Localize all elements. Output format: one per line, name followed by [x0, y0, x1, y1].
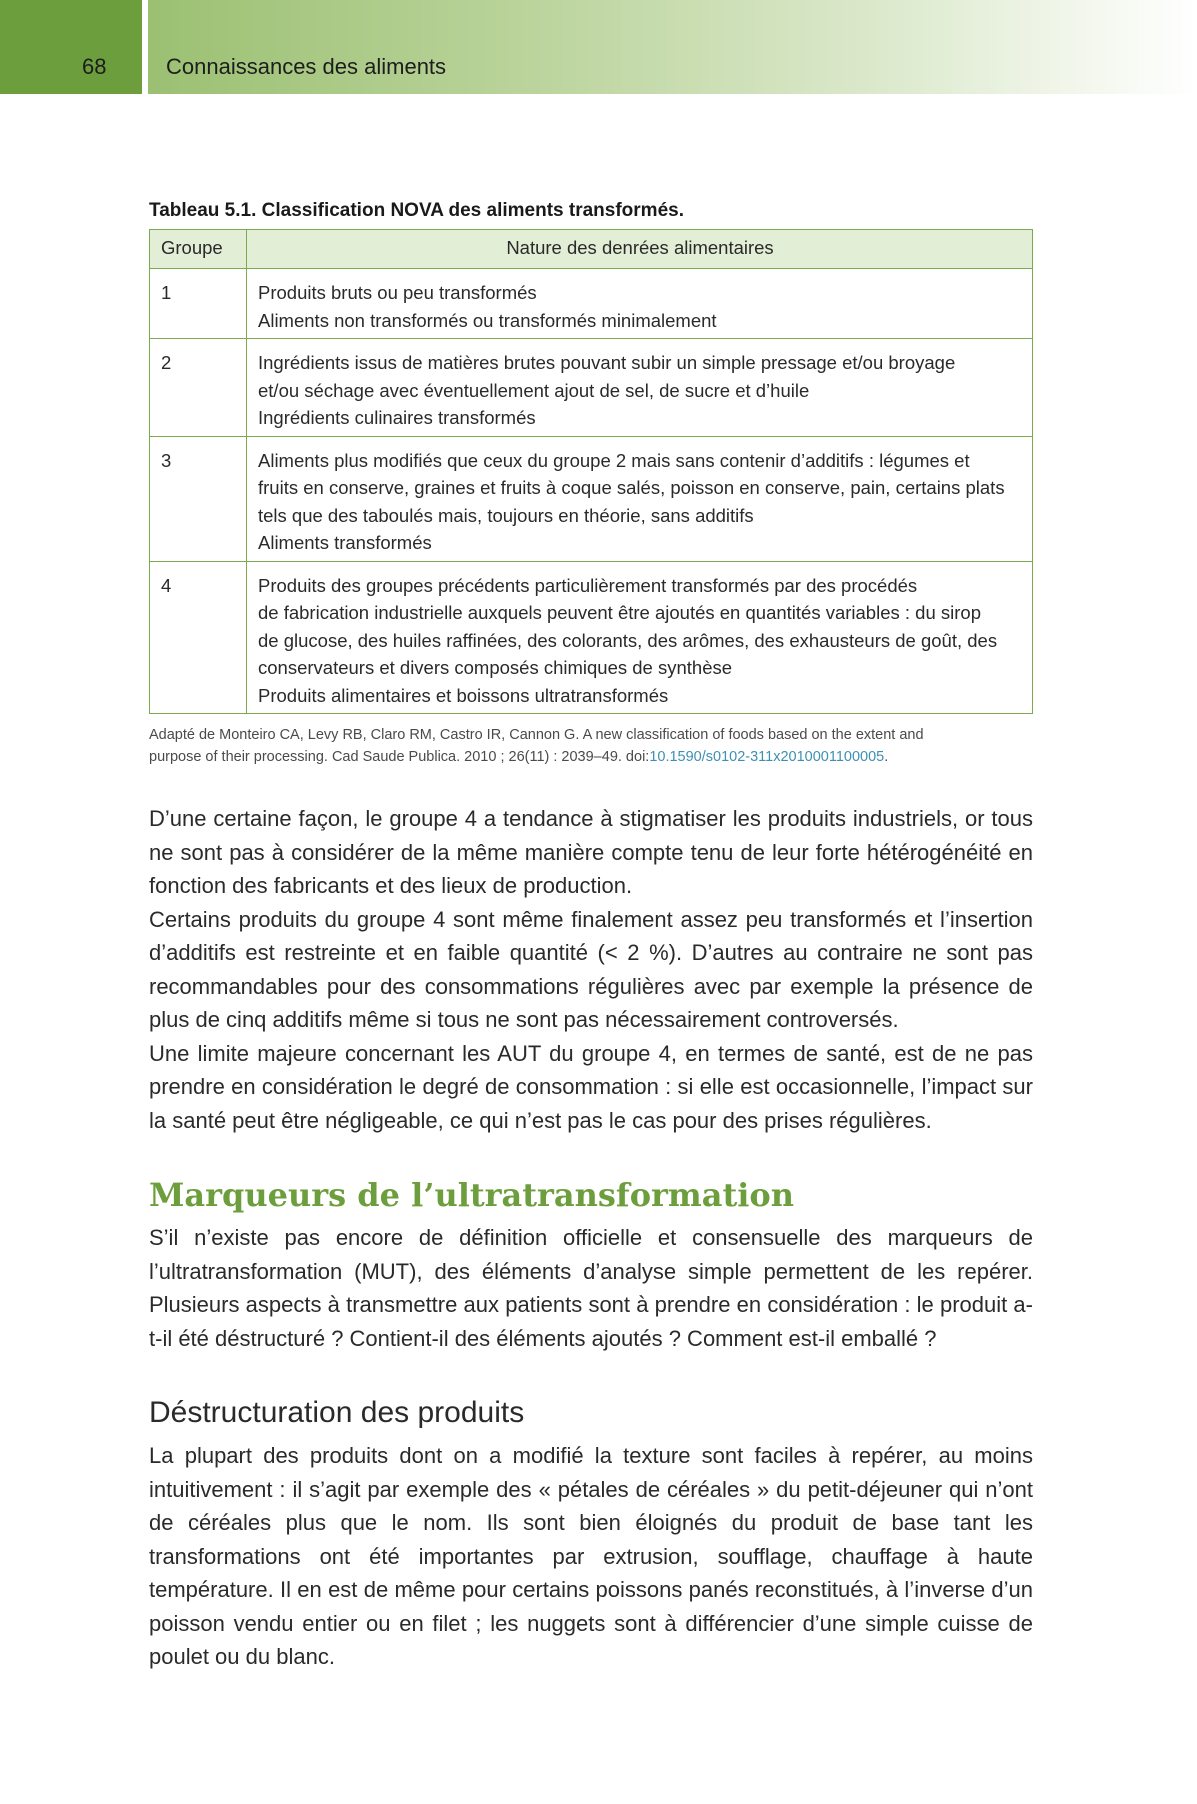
table-row [150, 561, 1033, 714]
section-heading: Marqueurs de l’ultratransformation [149, 1176, 795, 1214]
table-row [150, 436, 1033, 561]
group-cell: 2 [150, 339, 247, 437]
table-caption: Tableau 5.1. Classification NOVA des aliments transformés. [149, 200, 684, 221]
nova-classification-table [149, 229, 1033, 714]
intro-paragraphs [149, 802, 1033, 1137]
nature-line: fruits en conserve, graines et fruits à coque salés, poisson en conserve, pain, certains plats [258, 477, 1005, 498]
nature-line: tels que des taboulés mais, toujours en théorie, sans additifs [258, 504, 754, 526]
nature-line: Produits des groupes précédents particulièrement transformés par des procédés [258, 574, 918, 596]
table-source-note [149, 724, 1033, 768]
nature-line: de glucose, des huiles raffinées, des colorants, des arômes, des exhausteurs de goût, des [258, 629, 998, 651]
page-number-block [0, 0, 142, 94]
nature-line: Aliments plus modifiés que ceux du groupe 2 mais sans contenir d’additifs : légumes et [258, 449, 970, 471]
source-line: purpose of their processing. Cad Saude Publica. 2010 ; 26(11) : 2039–49. doi: [149, 749, 650, 765]
nature-line: Produits bruts ou peu transformés [258, 282, 537, 303]
page-header [0, 0, 1197, 94]
subsection-paragraph: La plupart des produits dont on a modifié la texture sont faciles à repérer, au moins intuitivement : il s’agit par exemple des « pétales de céréales » du petit-déjeuner qui n’ont de céréales plus que le nom. Ils sont bien éloignés du produit de base tant les transformations ont été importantes par extrusion, soufflage, chauffage à haute température. Il en est de même pour certains poissons panés reconstitués, à l’inverse d’un poisson vendu entier ou en filet ; les nuggets sont à différencier d’une simple cuisse de poulet ou du blanc. [149, 1443, 1033, 1669]
section-paragraph: S’il n’existe pas encore de définition officielle et consensuelle des marqueurs de l’ultratransformation (MUT), des éléments d’analyse simple permettent de les repérer. Plusieurs aspects à transmettre aux patients sont à prendre en considération : le produit a-t-il été déstructuré ? Contient-il des éléments ajoutés ? Comment est-il emballé ? [149, 1225, 1033, 1351]
group-cell: 4 [150, 561, 247, 714]
nature-cell [247, 339, 1033, 437]
source-line: Adapté de Monteiro CA, Levy RB, Claro RM, Castro IR, Cannon G. A new classification of foods based on the extent and [149, 727, 924, 743]
table-row [150, 269, 1033, 339]
nature-line: conservateurs et divers composés chimiques de synthèse [258, 657, 733, 678]
nature-line: Produits alimentaires et boissons ultratransformés [258, 684, 669, 706]
group-cell: 3 [150, 436, 247, 561]
source-end: . [884, 749, 889, 765]
page-content [149, 200, 1033, 1674]
running-title: Connaissances des aliments [166, 54, 447, 79]
table-row [150, 339, 1033, 437]
nature-line: et/ou séchage avec éventuellement ajout de sel, de sucre et d’huile [258, 379, 810, 401]
body-paragraph: Certains produits du groupe 4 sont même finalement assez peu transformés et l’insertion d’additifs est restreinte et en faible quantité (< 2 %). D’autres au contraire ne sont pas recommandables pour des consommations régulières avec par exemple la présence de plus de cinq additifs même si tous ne sont pas nécessairement controversés. [149, 906, 1033, 1032]
nature-line: Aliments non transformés ou transformés minimalement [258, 309, 717, 331]
doi-link[interactable]: 10.1590/s0102-311x2010001100005 [649, 749, 885, 765]
table-header-row [150, 230, 1033, 269]
nature-line: Ingrédients culinaires transformés [258, 407, 536, 428]
page-number: 68 [82, 54, 107, 79]
nature-cell [247, 269, 1033, 339]
nature-line: de fabrication industrielle auxquels peuvent être ajoutés en quantités variables : du sirop [258, 602, 981, 623]
nature-line: Aliments transformés [258, 532, 432, 553]
subsection-heading: Déstructuration des produits [149, 1396, 525, 1429]
nature-cell [247, 561, 1033, 714]
column-header-groupe: Groupe [150, 230, 247, 269]
body-paragraph: Une limite majeure concernant les AUT du groupe 4, en termes de santé, est de ne pas prendre en considération le degré de consommation : si elle est occasionnelle, l’impact sur la santé peut être négligeable, ce qui n’est pas le cas pour des prises régulières. [149, 1040, 1033, 1133]
nature-line: Ingrédients issus de matières brutes pouvant subir un simple pressage et/ou broyage [258, 352, 956, 373]
body-paragraph: D’une certaine façon, le groupe 4 a tendance à stigmatiser les produits industriels, or tous ne sont pas à considérer de la même manière compte tenu de leur forte hétérogénéité en fonction des fabricants et des lieux de production. [149, 806, 1033, 898]
nature-cell [247, 436, 1033, 561]
column-header-nature: Nature des denrées alimentaires [247, 230, 1033, 269]
group-cell: 1 [150, 269, 247, 339]
